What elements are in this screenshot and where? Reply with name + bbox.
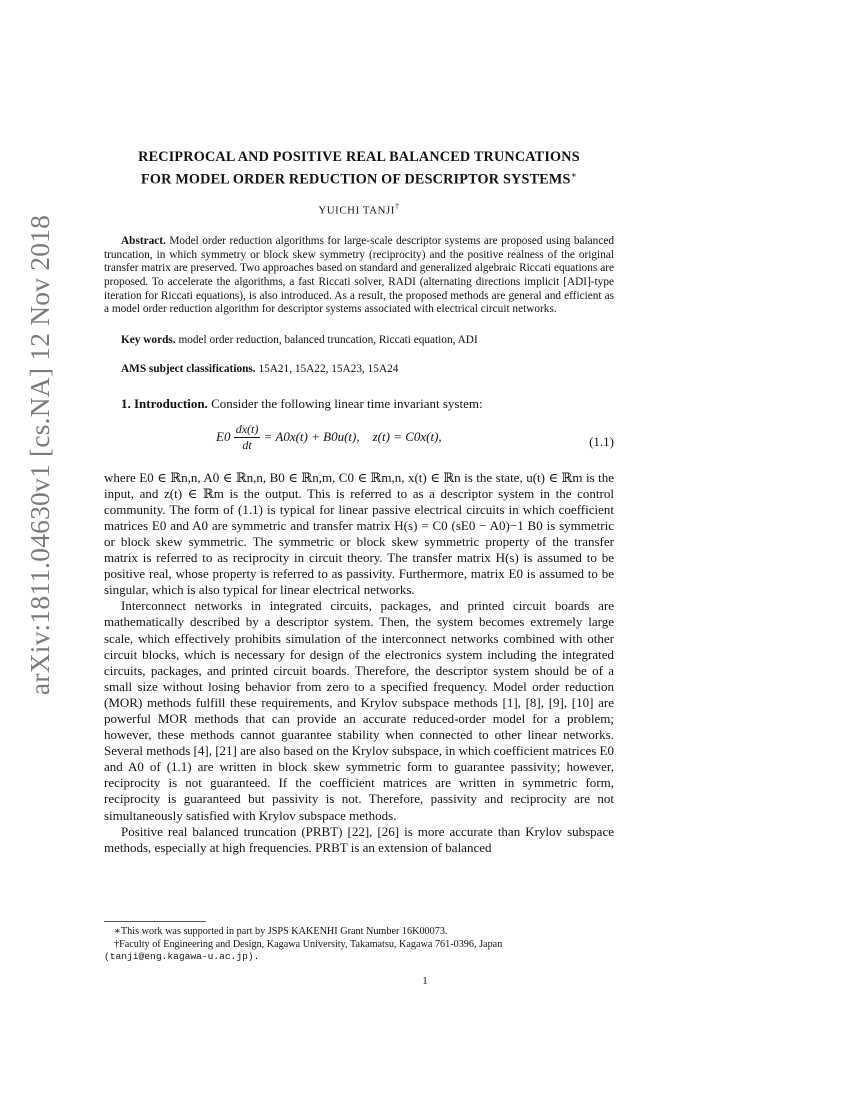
title-line-1: RECIPROCAL AND POSITIVE REAL BALANCED TRUNCATIONS [138, 149, 580, 165]
fraction-denominator: dt [242, 437, 252, 452]
keywords-text: model order reduction, balanced truncation, Riccati equation, ADI [178, 333, 478, 346]
author-email: (tanji@eng.kagawa-u.ac.jp). [104, 951, 260, 963]
page-number: 1 [422, 975, 428, 987]
paragraph-3: Positive real balanced truncation (PRBT) [22], [26] is more accurate than Krylov subspace methods, especially at high frequencies. PRBT is an extension of balanced [104, 823, 614, 855]
footnotes [104, 921, 614, 964]
author-footnote-mark: † [395, 201, 400, 211]
ams-text: 15A21, 15A22, 15A23, 15A24 [258, 362, 399, 375]
equation-fraction [234, 422, 261, 453]
paragraph-2: Interconnect networks in integrated circuits, packages, and printed circuit boards are mathematically described by a descriptor system. Then, the system becomes extremely large scale, which effectively prohibits simulation of the interconnect networks combined with other circuit blocks, which is necessary for design of the electronics system including the integrated circuits, packages, and printed circuit boards. Therefore, the descriptor system should be of a small size without losing behavior from zero to a specified frequency. Model order reduction (MOR) methods fulfill these requirements, and Krylov subspace methods [1], [8], [9], [10] are powerful MOR methods that can provide an accurate reduced-order model for a problem; however, these methods cannot guarantee stability when connected to other linear networks. Several methods [4], [21] are also based on the Krylov subspace, in which coefficient matrices E0 and A0 of (1.1) are written in block skew symmetric form to guarantee passivity; however, reciprocity is not guaranteed. If the coefficient matrices are written in symmetric form, reciprocity is guaranteed but passivity is not. Therefore, passivity and reciprocity are not simultaneously satisfied with Krylov subspace methods. [104, 598, 614, 823]
footnote-funding: ∗This work was supported in part by JSPS KAKENHI Grant Number 16K00073. [114, 926, 448, 937]
ams-label: AMS subject classifications. [121, 362, 256, 375]
paper-title [104, 148, 614, 189]
ams-classifications [104, 363, 614, 375]
section-title: Introduction. [134, 395, 208, 411]
arxiv-identifier-text: arXiv:1811.04630v1 [cs.NA] 12 Nov 2018 [24, 214, 55, 696]
title-line-2: FOR MODEL ORDER REDUCTION OF DESCRIPTOR SYSTEMS [141, 171, 571, 188]
equation-number: (1.1) [589, 433, 614, 449]
title-footnote-mark: ∗ [570, 170, 577, 180]
abstract-text: Model order reduction algorithms for large-scale descriptor systems are proposed using balanced truncation, in which symmetry or block skew symmetry (reciprocity) and the positive realness of the original transfer matrix are preserved. Two approaches based on standard and generalized algebraic Riccati equations are proposed. To accelerate the algorithms, a fast Riccati solver, RADI (alternating directions implicit [ADI]-type iteration for Riccati equations), is also introduced. As a result, the proposed methods are general and efficient as a model order reduction algorithm for descriptor systems associated with electrical circuit networks. [104, 235, 614, 316]
paragraph-1: where E0 ∈ ℝn,n, A0 ∈ ℝn,n, B0 ∈ ℝn,m, C0 ∈ ℝm,n, x(t) ∈ ℝn is the state, u(t) ∈ ℝm is the input, and z(t) ∈ ℝm is the output. This is referred to as a descriptor system in the control community. The form of (1.1) is typical for linear passive electrical circuits in which coefficient matrices E0 and A0 are symmetric and transfer matrix H(s) = C0 (sE0 − A0)−1 B0 is symmetric or block skew symmetric. The symmetric or block skew symmetric property of the transfer matrix is referred to as reciprocity in circuit theory. The transfer matrix H(s) is assumed to be positive real, whose property is referred to as passivity. Furthermore, matrix E0 is assumed to be singular, which is also typical for linear electrical networks. [104, 469, 614, 598]
abstract-label: Abstract. [121, 235, 166, 248]
keywords-label: Key words. [121, 333, 176, 346]
footnote-divider [104, 921, 206, 922]
section-heading [104, 396, 614, 412]
page-body [104, 148, 614, 856]
equation-rhs: = A0x(t) + B0u(t), z(t) = C0x(t), [263, 429, 442, 445]
equation-lhs: E0 [216, 429, 231, 445]
keywords [104, 334, 614, 346]
section-lead-text: Consider the following linear time invariant system: [211, 395, 483, 411]
section-number: 1. [121, 395, 131, 411]
abstract [104, 235, 614, 316]
author-name: YUICHI TANJI [318, 204, 395, 217]
author-line [104, 202, 614, 217]
fraction-numerator: dx(t) [235, 421, 259, 436]
footnote-affiliation: †Faculty of Engineering and Design, Kagawa University, Takamatsu, Kagawa 761-0396, Japan [114, 938, 503, 950]
equation-1-1 [104, 422, 614, 464]
arxiv-side-identifier [20, 214, 60, 696]
